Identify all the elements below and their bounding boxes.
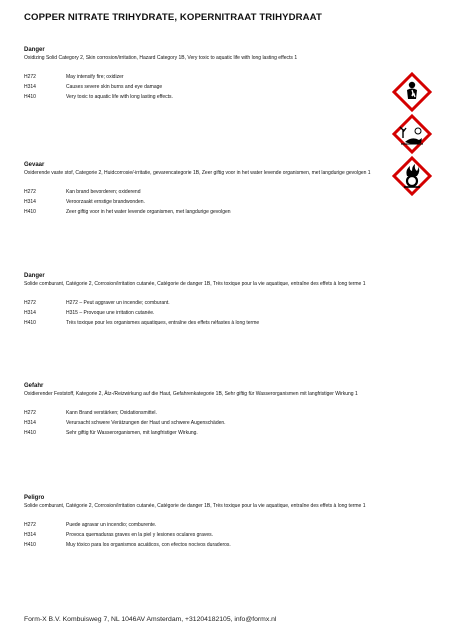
hazard-statement (24, 408, 380, 418)
company-footer: Form-X B.V. Kombuisweg 7, NL 1046AV Amsterdam, +31204182105, info@formx.nl (24, 616, 277, 623)
hazard-code: H272 (24, 410, 36, 416)
hazard-text: Sehr giftig für Wasserorganismen, mit langfristiger Wirkung. (66, 430, 198, 436)
hazard-statement (24, 530, 380, 540)
hazard-code: H272 (24, 522, 36, 528)
hazard-section-english (24, 46, 380, 102)
hazard-statement (24, 92, 380, 102)
section-heading: Gevaar (24, 162, 45, 168)
hazard-statement-list (24, 520, 380, 550)
hazard-code: H410 (24, 209, 36, 215)
hazard-text: Verursacht schwere Verätzungen der Haut und schwere Augenschäden. (66, 420, 226, 426)
hazard-code: H410 (24, 94, 36, 100)
hazard-statement (24, 298, 380, 308)
hazard-code: H410 (24, 542, 36, 548)
hazard-section-spanish (24, 494, 380, 550)
hazard-statement-list (24, 298, 380, 328)
hazard-statement-list (24, 408, 380, 438)
hazard-text: H315 – Provoque une irritation cutanée. (66, 310, 155, 316)
hazard-text: Veroorzaakt ernstige brandwonden. (66, 199, 145, 205)
section-heading: Danger (24, 47, 45, 53)
hazard-pictograms (392, 72, 436, 198)
hazard-section-french (24, 272, 380, 328)
hazard-statement (24, 418, 380, 428)
hazard-text: Kan brand bevorderen; oxiderend (66, 189, 141, 195)
hazard-statement-list (24, 72, 380, 102)
hazard-statement (24, 520, 380, 530)
hazard-text: Causes severe skin burns and eye damage (66, 84, 163, 90)
hazard-statement-list (24, 187, 380, 217)
section-heading: Danger (24, 273, 45, 279)
hazard-code: H272 (24, 74, 36, 80)
hazard-code: H272 (24, 189, 36, 195)
hazard-code: H272 (24, 300, 36, 306)
hazard-code: H314 (24, 84, 36, 90)
hazard-code: H410 (24, 430, 36, 436)
hazard-statement (24, 72, 380, 82)
page-title: COPPER NITRATE TRIHYDRATE, KOPERNITRAAT TRIHYDRAAT (24, 12, 322, 23)
hazard-statement (24, 428, 380, 438)
hazard-text: Puede agravar un incendio; comburente. (66, 522, 157, 528)
hazard-text: Muy tóxico para los organismos acuáticos, con efectos nocivos duraderos. (66, 542, 231, 548)
hazard-statement (24, 318, 380, 328)
oxidizer-flame-over-circle-icon (392, 156, 432, 196)
section-heading: Gefahr (24, 383, 44, 389)
hazard-text: Provoca quemaduras graves en la piel y lesiones oculares graves. (66, 532, 214, 538)
hazard-text: Very toxic to aquatic life with long lasting effects. (66, 94, 173, 100)
section-heading: Peligro (24, 495, 45, 501)
hazard-statement (24, 540, 380, 550)
hazard-text: Très toxique pour les organismes aquatiques, entraîne des effets néfastes à long terme (66, 320, 260, 326)
hazard-text: Zeer giftig voor in het water levende organismen, met langdurige gevolgen (66, 209, 231, 215)
hazard-text: May intensify fire; oxidizer (66, 74, 124, 80)
hazard-statement (24, 197, 380, 207)
health-hazard-icon (392, 72, 432, 112)
section-classification: Oxidizing Solid Category 2, Skin corrosion/irritation, Hazard Category 1B, Very toxic to aquatic life with long lasting effects 1 (24, 55, 298, 61)
section-classification: Oxiderende vaste stof, Categorie 2, Huidcorrosie/-irritatie, gevarencategorie 1B, Zeer giftig voor in het water levende organismen, met langdurige gevolgen 1 (24, 170, 371, 176)
hazard-statement (24, 308, 380, 318)
hazard-statement (24, 187, 380, 197)
hazard-code: H410 (24, 320, 36, 326)
hazard-text: H272 – Peut aggraver un incendie; comburant. (66, 300, 170, 306)
hazard-code: H314 (24, 199, 36, 205)
hazard-section-dutch (24, 161, 380, 217)
section-classification: Solide comburant, Catégorie 2, Corrosion/irritation cutanée, Catégorie de danger 1B, Très toxique pour la vie aquatique, entraîne des effets à long terme 1 (24, 503, 366, 509)
hazard-section-german (24, 382, 380, 438)
section-classification: Solide comburant, Catégorie 2, Corrosion/irritation cutanée, Catégorie de danger 1B, Très toxique pour la vie aquatique, entraîne des effets à long terme 1 (24, 281, 366, 287)
hazard-code: H314 (24, 420, 36, 426)
section-classification: Oxidierender Feststoff, Kategorie 2, Ätz-/Reizwirkung auf die Haut, Gefahrenkategorie 1B, Sehr giftig für Wasserorganismen mit langfristiger Wirkung 1 (24, 391, 358, 397)
hazard-text: Kann Brand verstärken; Oxidationsmittel. (66, 410, 157, 416)
environment-hazard-icon (392, 114, 432, 154)
hazard-code: H314 (24, 532, 36, 538)
hazard-statement (24, 207, 380, 217)
hazard-statement (24, 82, 380, 92)
hazard-code: H314 (24, 310, 36, 316)
